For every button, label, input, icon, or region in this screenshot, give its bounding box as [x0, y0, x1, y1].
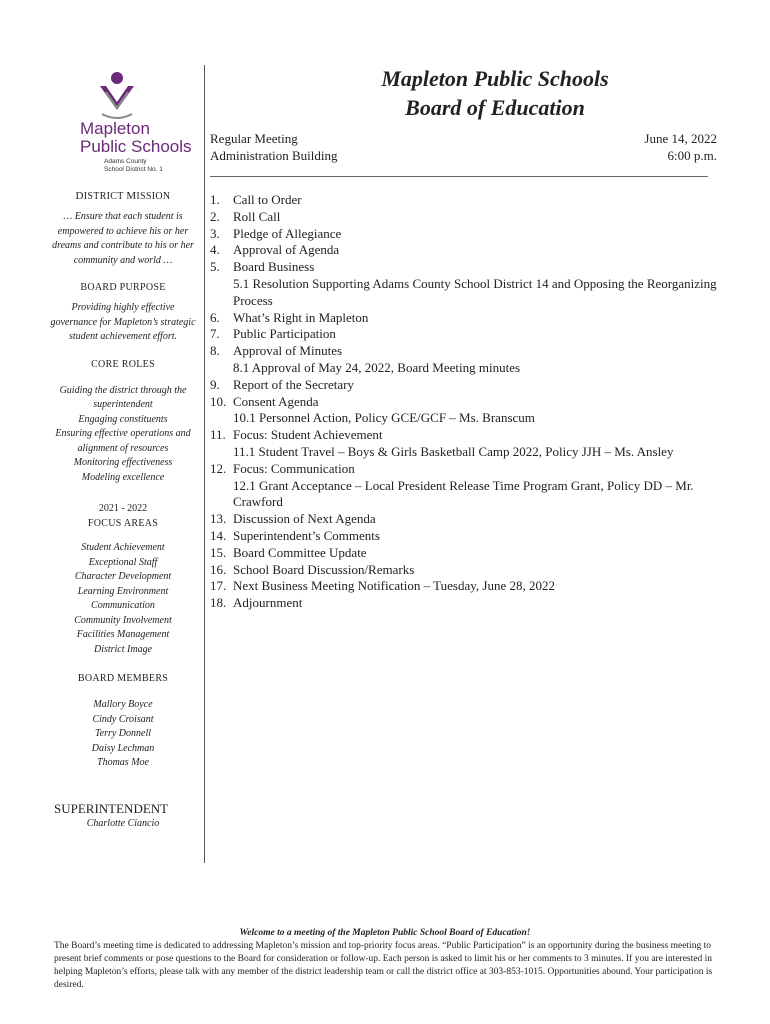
focus-item: Student Achievement — [81, 542, 165, 553]
agenda-item — [210, 394, 720, 411]
agenda-item — [210, 209, 720, 226]
agenda-subitem: 11.1 Student Travel – Boys & Girls Basketball Camp 2022, Policy JJH – Ms. Ansley — [233, 443, 674, 459]
agenda-item-text: What’s Right in Mapleton — [233, 309, 369, 325]
agenda-item-number: 10. — [210, 393, 227, 409]
agenda-item — [210, 192, 720, 209]
agenda-item — [210, 326, 720, 343]
agenda-item — [210, 259, 720, 276]
roles-list — [48, 384, 198, 486]
agenda-item-number: 5. — [210, 259, 220, 275]
agenda-item-text: Board Committee Update — [233, 544, 367, 560]
focus-item: Learning Environment — [77, 585, 169, 597]
agenda-item — [210, 377, 720, 394]
role-item: Guiding the district through the superintendent — [59, 384, 187, 410]
members-heading: BOARD MEMBERS — [77, 673, 169, 684]
agenda-item-text: Approval of Minutes — [233, 343, 343, 359]
agenda-item — [210, 242, 720, 259]
footer-heading: Welcome to a meeting of the Mapleton Public School Board of Education! — [239, 928, 531, 938]
agenda-item — [210, 562, 720, 579]
agenda-item-number: 4. — [210, 242, 220, 258]
agenda-item — [210, 343, 720, 360]
focus-item: Communication — [91, 600, 155, 611]
agenda-item-text: Next Business Meeting Notification – Tuesday, June 28, 2022 — [233, 578, 555, 594]
focus-year: 2021 - 2022 — [98, 503, 148, 514]
purpose-text: Providing highly effective governance for Mapleton’s strategic student achievement effort. — [50, 302, 196, 342]
role-item: Engaging constituents — [78, 413, 168, 425]
agenda-item-text: Board Business — [233, 259, 315, 275]
focus-item: Character Development — [74, 571, 172, 582]
member-item: Daisy Lechman — [91, 742, 155, 754]
meeting-time: 6:00 p.m. — [667, 148, 717, 163]
agenda-item-number: 7. — [210, 326, 220, 342]
superintendent-name: Charlotte Ciancio — [86, 817, 160, 829]
agenda-item-number: 12. — [210, 460, 227, 476]
member-item: Terry Donnell — [94, 728, 152, 739]
agenda-item — [210, 310, 720, 327]
agenda-item — [210, 461, 720, 478]
agenda-item-number: 16. — [210, 561, 227, 577]
agenda-item-number: 2. — [210, 208, 220, 224]
meeting-date: June 14, 2022 — [644, 131, 717, 146]
focus-heading: FOCUS AREAS — [87, 518, 159, 529]
member-item: Mallory Boyce — [93, 699, 153, 710]
agenda-item-text: Report of the Secretary — [233, 376, 354, 392]
meeting-location: Administration Building — [210, 148, 338, 163]
focus-item: Exceptional Staff — [88, 556, 158, 568]
agenda-item — [210, 545, 720, 562]
agenda-subitem: 12.1 Grant Acceptance – Local President Release Time Program Grant, Policy DD – Mr. Crawford — [233, 477, 694, 510]
agenda-item-number: 8. — [210, 343, 220, 359]
agenda-item-text: Focus: Student Achievement — [233, 427, 383, 443]
agenda-item-text: Pledge of Allegiance — [233, 225, 342, 241]
mission-heading: DISTRICT MISSION — [75, 190, 171, 202]
agenda-item-text: Consent Agenda — [233, 393, 319, 409]
agenda-item-text: School Board Discussion/Remarks — [233, 561, 415, 577]
page-title: Mapleton Public Schools Board of Education — [381, 66, 609, 120]
role-item: Monitoring effectiveness — [73, 457, 173, 468]
agenda-item-text: Approval of Agenda — [233, 242, 340, 258]
district-logo — [58, 70, 198, 174]
role-item: Modeling excellence — [81, 471, 165, 483]
focus-item: District Image — [93, 643, 153, 655]
sidebar — [48, 70, 198, 831]
meeting-datetime — [644, 130, 717, 164]
agenda-item-text: Call to Order — [233, 192, 302, 207]
focus-item: Community Involvement — [74, 614, 172, 626]
mapleton-logo-icon — [92, 70, 142, 120]
agenda-list — [210, 192, 720, 612]
logo-name: Mapleton Public Schools — [80, 119, 192, 156]
focus-list — [48, 541, 198, 657]
roles-heading: CORE ROLES — [91, 358, 155, 370]
agenda-item-text: Public Participation — [233, 326, 336, 342]
members-list — [48, 698, 198, 771]
agenda-item-number: 13. — [210, 511, 227, 527]
agenda-item-number: 14. — [210, 527, 227, 543]
agenda-item-number: 18. — [210, 595, 227, 611]
agenda-item-number: 6. — [210, 309, 220, 325]
agenda-item — [210, 427, 720, 444]
agenda-subitem: 5.1 Resolution Supporting Adams County School District 14 and Opposing the Reorganizing Process — [233, 275, 717, 308]
agenda-item-number: 11. — [210, 427, 226, 443]
sidebar-divider — [204, 65, 205, 863]
agenda-item-text: Adjournment — [233, 595, 303, 611]
logo-subtitle: Adams County School District No. 1 — [104, 158, 163, 173]
superintendent-heading: SUPERINTENDENT — [54, 800, 169, 816]
mission-text: … Ensure that each student is empowered to achieve his or her dreams and contribute to his or her community and world … — [52, 211, 194, 266]
agenda-item-text: Discussion of Next Agenda — [233, 511, 376, 527]
agenda-item — [210, 528, 720, 545]
member-item: Cindy Croisant — [92, 713, 154, 725]
member-item: Thomas Moe — [97, 757, 149, 768]
agenda-item-number: 1. — [210, 192, 220, 207]
header-divider — [210, 176, 708, 177]
agenda-item — [210, 511, 720, 528]
focus-item: Facilities Management — [76, 629, 170, 640]
role-item: Ensuring effective operations and alignment of resources — [55, 428, 191, 454]
agenda-item-text: Focus: Communication — [233, 460, 355, 476]
agenda-item — [210, 226, 720, 243]
footer — [54, 927, 716, 992]
agenda-subitem: 10.1 Personnel Action, Policy GCE/GCF – Ms. Branscum — [233, 410, 535, 426]
agenda-item-number: 9. — [210, 376, 220, 392]
footer-body: The Board’s meeting time is dedicated to addressing Mapleton’s mission and top-priority focus areas. “Public Participation” is an opportunity during the business meeting to present brief comments or pose questions to the Board for consideration or follow-up. Each person is asked to limit his or her comments to 3 minutes. If you are interested in helping Mapleton’s efforts, please talk with any member of the district leadership team or call the district office at 303-853-1015. Opportunities abound. Your participation is desired. — [54, 941, 713, 990]
agenda-item-number: 15. — [210, 544, 227, 560]
meeting-type: Regular Meeting — [210, 131, 298, 146]
agenda-item — [210, 578, 720, 595]
purpose-heading: BOARD PURPOSE — [80, 282, 166, 293]
agenda-subitem: 8.1 Approval of May 24, 2022, Board Meeting minutes — [233, 359, 521, 375]
agenda-item-number: 17. — [210, 578, 227, 594]
agenda-item — [210, 595, 720, 612]
agenda-item-number: 3. — [210, 225, 220, 241]
agenda-item-text: Roll Call — [233, 208, 281, 224]
meeting-info — [210, 130, 337, 164]
agenda-item-text: Superintendent’s Comments — [233, 527, 380, 543]
